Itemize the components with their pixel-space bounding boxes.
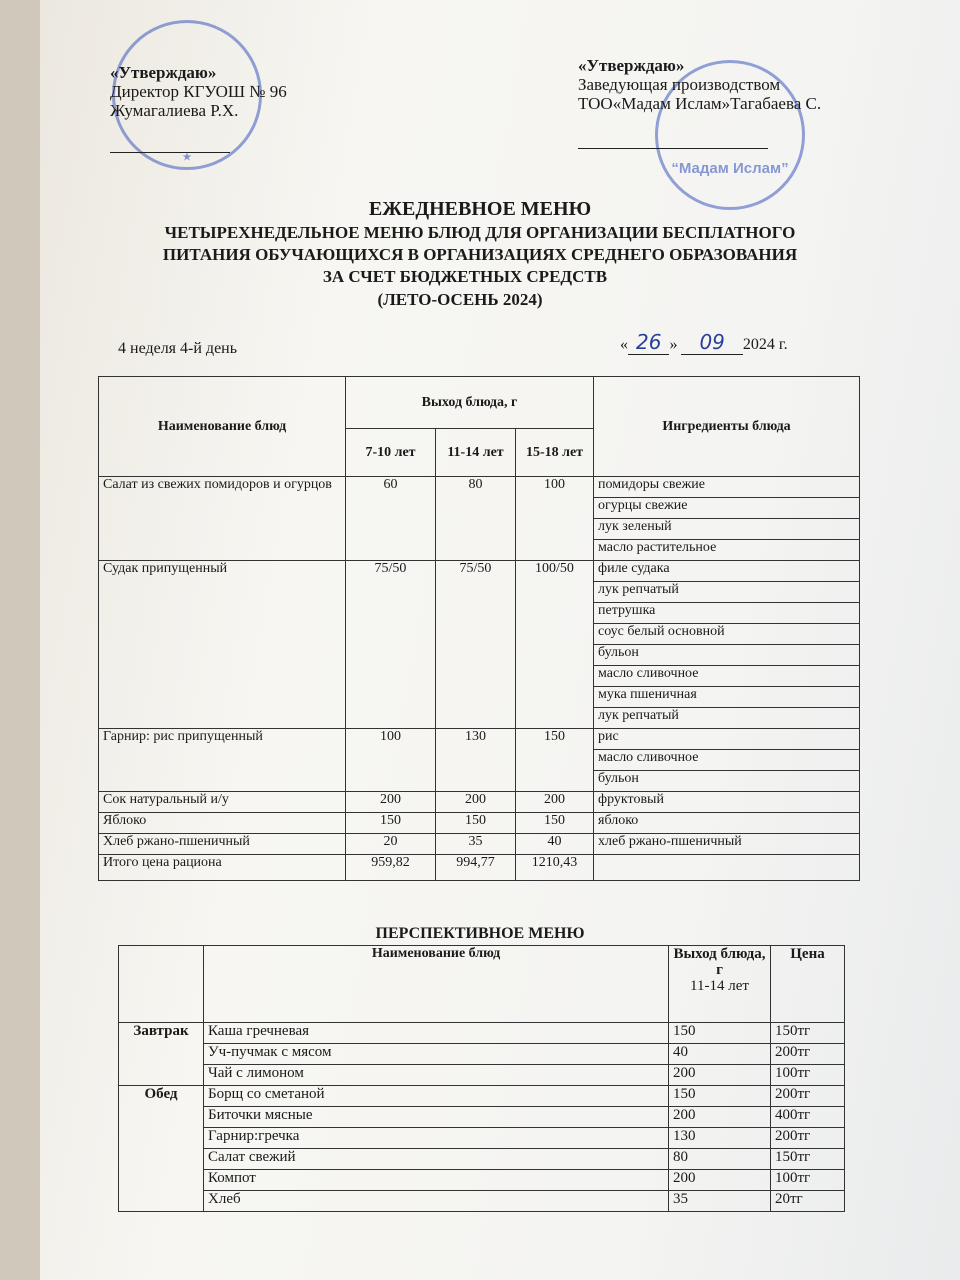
ingredient: мука пшеничная: [594, 687, 860, 708]
dish-output-v2: 75/50: [436, 561, 516, 729]
signature-line-left: [110, 152, 230, 153]
date: [620, 330, 788, 354]
header-output: Выход блюда, г: [673, 946, 766, 978]
dish-name: Биточки мясные: [204, 1107, 669, 1128]
total-v1: 959,82: [346, 855, 436, 881]
dish-output: 35: [669, 1191, 771, 1212]
perspective-menu-table: [118, 945, 845, 1212]
dish-name: Гарнир:гречка: [204, 1128, 669, 1149]
dish-output-v1: 60: [346, 477, 436, 561]
week-day: 4 неделя 4-й день: [118, 340, 238, 357]
dish-output-v1: 200: [346, 792, 436, 813]
approval-right-person: ТОО«Мадам Ислам»Тагабаева С.: [578, 94, 822, 113]
table-row: [119, 1191, 845, 1212]
dish-output: 150: [669, 1086, 771, 1107]
header-dish-name: Наименование блюд: [204, 946, 669, 1023]
header-age-11-14: 11-14 лет: [436, 429, 516, 477]
ingredient: масло сливочное: [594, 666, 860, 687]
ingredient: огурцы свежие: [594, 498, 860, 519]
ingredient: масло сливочное: [594, 750, 860, 771]
dish-output-v3: 200: [516, 792, 594, 813]
date-open-quote: «: [620, 336, 628, 353]
approval-right-position: Заведующая производством: [578, 75, 781, 94]
ingredient: филе судака: [594, 561, 860, 582]
table-row: [99, 813, 860, 834]
ingredient: масло растительное: [594, 540, 860, 561]
table-row: [99, 477, 860, 498]
dish-output-v2: 80: [436, 477, 516, 561]
dish-name: Салат свежий: [204, 1149, 669, 1170]
subtitle-line-3: ЗА СЧЕТ БЮДЖЕТНЫХ СРЕДСТВ: [322, 267, 608, 286]
ingredient: лук репчатый: [594, 708, 860, 729]
dish-name: Чай с лимоном: [204, 1065, 669, 1086]
date-close-quote: »: [669, 336, 678, 353]
table-row: [119, 1065, 845, 1086]
total-v2: 994,77: [436, 855, 516, 881]
dish-output: 80: [669, 1149, 771, 1170]
star-icon: ★: [182, 152, 192, 163]
dish-output-v1: 100: [346, 729, 436, 792]
dish-price: 150тг: [771, 1149, 845, 1170]
header-price: Цена: [771, 946, 845, 1023]
perspective-title: ПЕРСПЕКТИВНОЕ МЕНЮ: [375, 925, 585, 942]
dish-output-v1: 20: [346, 834, 436, 855]
table-row: [119, 1044, 845, 1065]
ingredient: помидоры свежие: [594, 477, 860, 498]
date-month: 09: [681, 330, 742, 355]
table-row: [119, 1149, 845, 1170]
dish-output-v2: 35: [436, 834, 516, 855]
header-output: Выход блюда, г: [346, 377, 594, 429]
dish-output-v3: 40: [516, 834, 594, 855]
approval-left-person: Жумагалиева Р.Х.: [110, 101, 239, 120]
header-ingredients: Ингредиенты блюда: [594, 377, 860, 477]
approval-left-position: Директор КГУОШ № 96: [110, 82, 287, 101]
ingredient: лук зеленый: [594, 519, 860, 540]
header-dish-name: Наименование блюд: [99, 377, 346, 477]
dish-name: Хлеб: [204, 1191, 669, 1212]
dish-price: 400тг: [771, 1107, 845, 1128]
subtitle-line-2: ПИТАНИЯ ОБУЧАЮЩИХСЯ В ОРГАНИЗАЦИЯХ СРЕДНЕГО ОБРАЗОВАНИЯ: [162, 245, 798, 264]
daily-menu-table: [98, 376, 860, 881]
dish-name: Салат из свежих помидоров и огурцов: [99, 477, 346, 561]
ingredient: соус белый основной: [594, 624, 860, 645]
dish-name: Каша гречневая: [204, 1023, 669, 1044]
dish-price: 100тг: [771, 1065, 845, 1086]
dish-price: 200тг: [771, 1044, 845, 1065]
ingredient: хлеб ржано-пшеничный: [594, 834, 860, 855]
header-age-7-10: 7-10 лет: [346, 429, 436, 477]
dish-output-v3: 100: [516, 477, 594, 561]
ingredient: фруктовый: [594, 792, 860, 813]
subtitle-line-4: (ЛЕТО-ОСЕНЬ 2024): [377, 290, 543, 309]
table-row: [99, 792, 860, 813]
table-row: [119, 1107, 845, 1128]
total-label: Итого цена рациона: [99, 855, 346, 881]
dish-name: Гарнир: рис припущенный: [99, 729, 346, 792]
subtitle-line-1: ЧЕТЫРЕХНЕДЕЛЬНОЕ МЕНЮ БЛЮД ДЛЯ ОРГАНИЗАЦИИ БЕСПЛАТНОГО: [164, 223, 796, 242]
dish-price: 20тг: [771, 1191, 845, 1212]
dish-output: 200: [669, 1107, 771, 1128]
approval-right-title: «Утверждаю»: [578, 56, 685, 75]
dish-name: Яблоко: [99, 813, 346, 834]
dish-name: Борщ со сметаной: [204, 1086, 669, 1107]
dish-output-v1: 150: [346, 813, 436, 834]
dish-price: 200тг: [771, 1128, 845, 1149]
stamp-text: “Мадам Ислам”: [671, 160, 789, 177]
table-row: [119, 1023, 845, 1044]
ingredient: яблоко: [594, 813, 860, 834]
ingredient: бульон: [594, 645, 860, 666]
table-row: [119, 1170, 845, 1191]
total-row: [99, 855, 860, 881]
ingredient: рис: [594, 729, 860, 750]
header-age-15-18: 15-18 лет: [516, 429, 594, 477]
dish-output-v3: 150: [516, 729, 594, 792]
date-day: 26: [628, 330, 669, 355]
header-meal: [119, 946, 204, 1023]
table-row: [99, 561, 860, 582]
dish-price: 100тг: [771, 1170, 845, 1191]
dish-output: 150: [669, 1023, 771, 1044]
page-title: ЕЖЕДНЕВНОЕ МЕНЮ: [368, 198, 592, 220]
table-row: [99, 729, 860, 750]
dish-name: Компот: [204, 1170, 669, 1191]
meal-name: Обед: [119, 1086, 204, 1212]
total-empty: [594, 855, 860, 881]
approval-left: [110, 63, 287, 120]
dish-name: Хлеб ржано-пшеничный: [99, 834, 346, 855]
date-year: 2024 г.: [742, 336, 788, 353]
dish-output: 130: [669, 1128, 771, 1149]
ingredient: петрушка: [594, 603, 860, 624]
dish-output: 40: [669, 1044, 771, 1065]
dish-price: 150тг: [771, 1023, 845, 1044]
total-v3: 1210,43: [516, 855, 594, 881]
signature-line-right: [578, 148, 768, 149]
dish-output-v2: 130: [436, 729, 516, 792]
dish-output: 200: [669, 1170, 771, 1191]
header-age: 11-14 лет: [690, 978, 749, 994]
approval-left-title: «Утверждаю»: [110, 63, 217, 82]
approval-right: [578, 56, 821, 113]
dish-name: Сок натуральный и/у: [99, 792, 346, 813]
dish-output-v2: 150: [436, 813, 516, 834]
dish-output: 200: [669, 1065, 771, 1086]
meal-name: Завтрак: [119, 1023, 204, 1086]
ingredient: лук репчатый: [594, 582, 860, 603]
dish-price: 200тг: [771, 1086, 845, 1107]
dish-output-v1: 75/50: [346, 561, 436, 729]
ingredient: бульон: [594, 771, 860, 792]
dish-name: Уч-пучмак с мясом: [204, 1044, 669, 1065]
dish-output-v2: 200: [436, 792, 516, 813]
table-row: [99, 834, 860, 855]
dish-output-v3: 150: [516, 813, 594, 834]
table-row: [119, 1086, 845, 1107]
table-row: [119, 1128, 845, 1149]
dish-name: Судак припущенный: [99, 561, 346, 729]
dish-output-v3: 100/50: [516, 561, 594, 729]
